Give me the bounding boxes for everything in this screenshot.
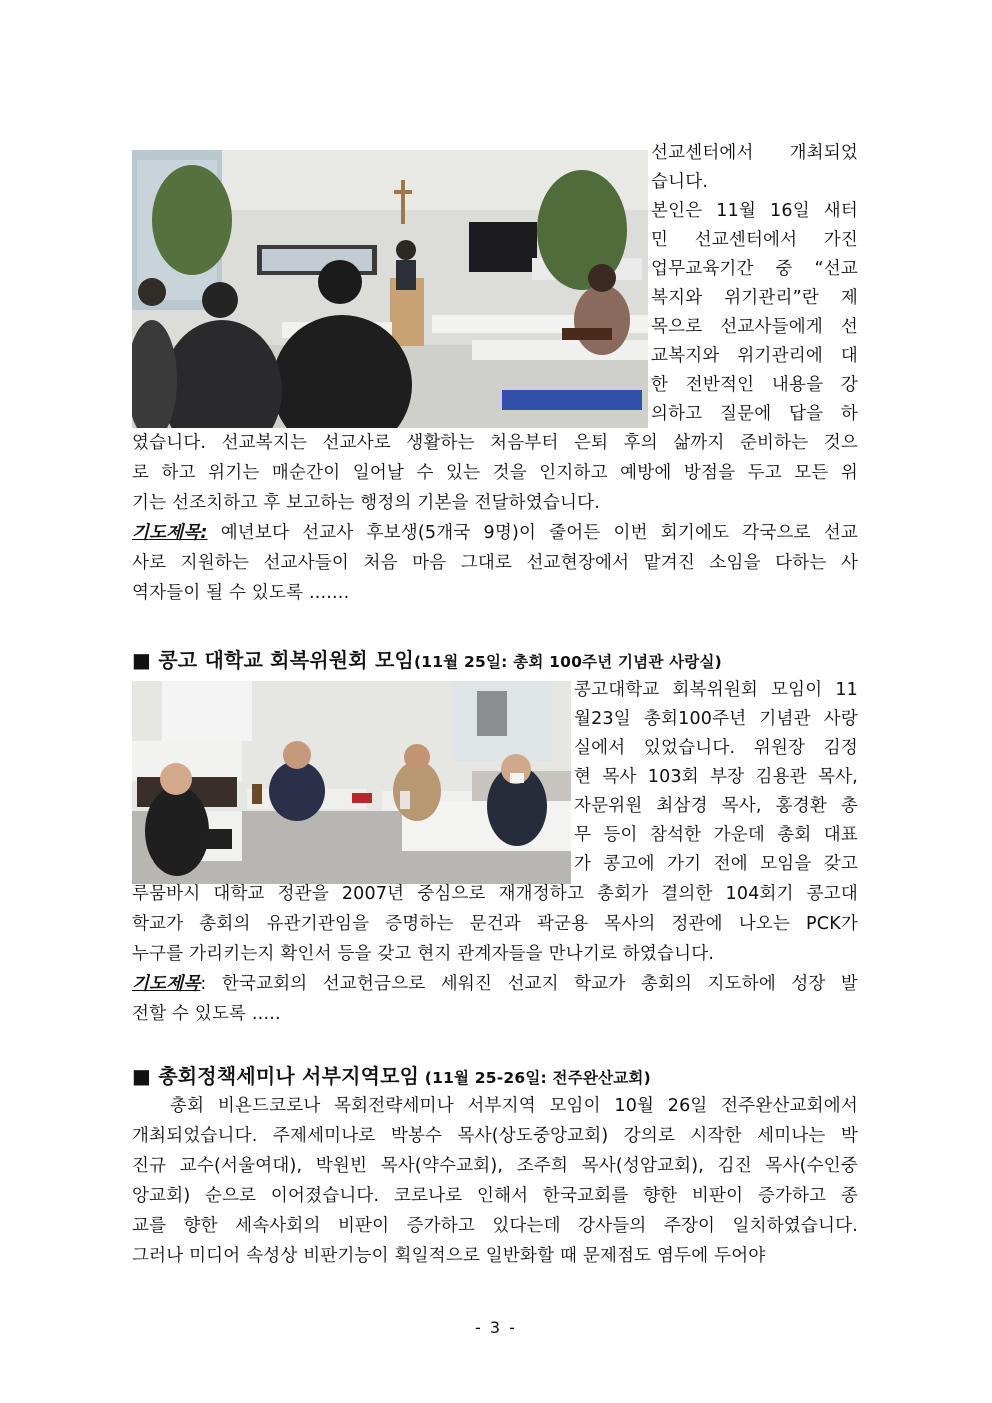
text-line: 자문위원 최삼경 목사, 홍경환 총 [574, 796, 858, 816]
text-line: 복지와 위기관리”란 제 [651, 288, 858, 308]
text-line: 습니다. [651, 172, 709, 192]
text-line: 본인은 11월 16일 새터 [651, 201, 858, 221]
text-line: 민 선교센터에서 가진 [651, 230, 858, 250]
prayer-text: : 한국교회의 선교헌금으로 세워진 선교지 학교가 총회의 지도하에 성장 발 [200, 974, 858, 994]
text-line: 가 콩고에 가기 전에 모임을 갖고 [574, 854, 858, 874]
meeting-photo [132, 681, 571, 884]
text-line: 사로 지원하는 선교사들이 처음 마음 그대로 선교현장에서 맡겨진 소임을 다하는 사 [132, 553, 858, 573]
page-number: - 3 - [475, 1318, 517, 1337]
prayer-label: 기도제목 [132, 974, 201, 994]
text-line: 총회 비욘드코로나 목회전략세미나 서부지역 모임이 10월 26일 전주완산교회에서 [170, 1096, 858, 1116]
text-line: 월23일 총회100주년 기념관 사랑 [574, 709, 858, 729]
text-line: 실에서 있었습니다. 위원장 김정 [574, 738, 858, 758]
text-line: 선교센터에서 개최되었 [651, 143, 858, 163]
prayer-text: 예년보다 선교사 후보생(5개국 9명)이 줄어든 이번 회기에도 각국으로 선교 [207, 523, 858, 543]
text-line: 현 목사 103회 부장 김용관 목사, [574, 767, 858, 787]
section3-heading [132, 1060, 651, 1089]
meeting-photo-image [132, 681, 571, 884]
text-line: 콩고대학교 회복위원회 모임이 11 [574, 680, 858, 700]
prayer-line [132, 518, 858, 548]
text-line: 교복지와 위기관리에 대 [651, 346, 858, 366]
section2-heading [132, 644, 722, 673]
text-line: 누구를 가리키는지 확인서 등을 갖고 현지 관계자들을 만나기로 하였습니다. [132, 944, 715, 964]
prayer-line [132, 969, 858, 999]
prayer-label: 기도제목: [132, 523, 208, 543]
text-line: 전할 수 있도록 ..... [132, 1004, 281, 1024]
text-line: 였습니다. 선교복지는 선교사로 생활하는 처음부터 은퇴 후의 삶까지 준비하는 것으 [132, 433, 858, 453]
text-line: 기는 선조치하고 후 보고하는 행정의 기본을 전달하였습니다. [132, 493, 600, 513]
heading-sub: (11월 25일: 총회 100주년 기념관 사랑실) [414, 653, 722, 671]
text-line: 앙교회) 순으로 이어졌습니다. 코로나로 인해서 한국교회를 향한 비판이 증가하고 종 [132, 1186, 858, 1206]
text-line: 진규 교수(서울여대), 박원빈 목사(약수교회), 조주희 목사(성암교회), 김진 목사(수인중 [132, 1156, 858, 1176]
text-line: 개최되었습니다. 주제세미나로 박봉수 목사(상도중앙교회) 강의로 시작한 세미나는 박 [132, 1126, 858, 1146]
heading-main: ■ 총회정책세미나 서부지역모임 [132, 1064, 420, 1088]
text-line: 로 하고 위기는 매순간이 일어날 수 있는 것을 인지하고 예방에 방점을 두고 모든 위 [132, 463, 858, 483]
text-line: 목으로 선교사들에게 선 [651, 317, 858, 337]
text-line: 그러나 미디어 속성상 비판기능이 획일적으로 일반화할 때 문제점도 염두에 두어야 [132, 1246, 766, 1266]
text-line: 업무교육기간 중 “선교 [651, 259, 858, 279]
lecture-photo [132, 150, 648, 428]
text-line: 역자들이 될 수 있도록 ....... [132, 583, 350, 603]
heading-main: ■ 콩고 대학교 회복위원회 모임 [132, 648, 414, 672]
text-line: 한 전반적인 내용을 강 [651, 375, 858, 395]
text-line: 교를 향한 세속사회의 비판이 증가하고 있다는데 강사들의 주장이 일치하였습니다. [132, 1216, 858, 1236]
text-line: 루뭄바시 대학교 정관을 2007년 중심으로 재개정하고 총회가 결의한 104회기 콩고대 [132, 884, 858, 904]
heading-sub: (11월 25-26일: 전주완산교회) [419, 1069, 651, 1087]
lecture-photo-image [132, 150, 648, 428]
text-line: 무 등이 참석한 가운데 총회 대표 [574, 825, 858, 845]
text-line: 학교가 총회의 유관기관임을 증명하는 문건과 곽군용 목사의 정관에 나오는 PCK가 [132, 914, 858, 934]
text-line: 의하고 질문에 답을 하 [651, 404, 858, 424]
